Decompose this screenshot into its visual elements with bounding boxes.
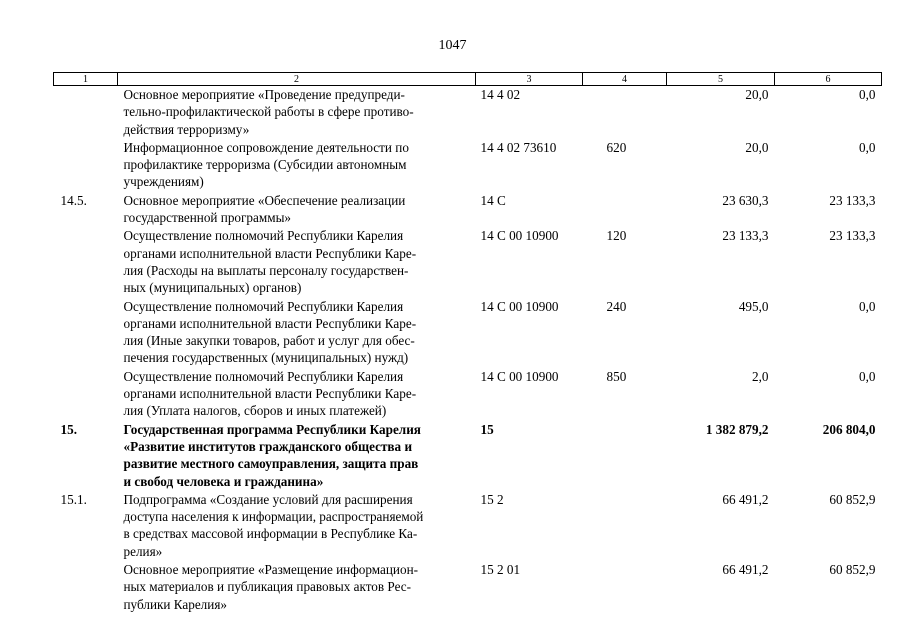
- row-name-line: ных (муниципальных) органов): [123, 280, 302, 296]
- amount-col6: 206 804,0: [822, 421, 876, 437]
- table-row: [54, 421, 882, 491]
- column-header: 3: [476, 73, 583, 86]
- row-name-line: государственной программы»: [123, 210, 292, 226]
- row-number: [54, 368, 118, 421]
- row-name: [118, 227, 476, 297]
- row-number: [54, 139, 118, 192]
- row-name-line: публики Карелия»: [123, 596, 227, 612]
- amount-col6: 23 133,3: [829, 192, 876, 208]
- row-name: [118, 491, 476, 561]
- row-name: [118, 139, 476, 192]
- column-header: 6: [775, 73, 882, 86]
- row-name-line: лия (Уплата налогов, сборов и иных платежей): [123, 403, 387, 419]
- expense-type-code: [583, 86, 667, 139]
- amount-col5: 23 133,3: [722, 228, 769, 244]
- row-name-line: Основное мероприятие «Проведение предупреди-: [123, 87, 405, 102]
- amount-col5: 20,0: [745, 87, 769, 102]
- target-article-code: 15 2 01: [480, 562, 521, 578]
- amount-col5: 495,0: [738, 298, 769, 314]
- row-name-line: ных материалов и публикация правовых актов Рес-: [123, 579, 411, 595]
- target-article-code: 14 С 00 10900: [480, 298, 559, 314]
- target-article-code: 14 4 02 73610: [480, 139, 557, 155]
- amount-col5: 1 382 879,2: [705, 421, 769, 437]
- table-body: [54, 86, 882, 614]
- row-number: 14.5.: [60, 192, 87, 208]
- row-name-line: учреждениям): [123, 174, 204, 190]
- budget-table: [53, 72, 882, 614]
- page-number: 1047: [438, 38, 467, 53]
- table-row: [54, 491, 882, 561]
- target-article-code: 14 С 00 10900: [480, 228, 559, 244]
- amount-col6: 60 852,9: [829, 491, 876, 507]
- row-name-line: органами исполнительной власти Республики Каре-: [123, 386, 417, 402]
- row-name-line: действия терроризму»: [123, 121, 250, 137]
- row-name-line: и свобод человека и гражданина»: [123, 473, 324, 489]
- row-name-line: развитие местного самоуправления, защита прав: [123, 456, 419, 472]
- row-name-line: тельно-профилактической работы в сфере противо-: [123, 104, 414, 120]
- expense-type-code: 120: [606, 228, 627, 244]
- row-name: [118, 86, 476, 139]
- column-header: 2: [118, 73, 476, 86]
- expense-type-code: [583, 192, 667, 228]
- row-name-line: лия (Иные закупки товаров, работ и услуг для обес-: [123, 333, 415, 349]
- row-name-line: в средствах массовой информации в Республике Ка-: [123, 526, 418, 542]
- expense-type-code: [583, 421, 667, 491]
- row-name-line: Государственная программа Республики Карелия: [123, 421, 421, 437]
- row-name-line: доступа населения к информации, распространяемой: [123, 509, 424, 525]
- row-number: [54, 227, 118, 297]
- table-row: [54, 368, 882, 421]
- table-row: [54, 86, 882, 139]
- row-name-line: Осуществление полномочий Республики Карелия: [123, 228, 404, 244]
- row-name-line: «Развитие институтов гражданского общества и: [123, 438, 413, 454]
- row-name-line: Подпрограмма «Создание условий для расширения: [123, 491, 413, 507]
- amount-col5: 20,0: [745, 139, 769, 155]
- row-number: [54, 298, 118, 368]
- amount-col6: 0,0: [859, 368, 876, 384]
- amount-col6: 0,0: [859, 87, 876, 102]
- row-name-line: Основное мероприятие «Размещение информацион-: [123, 562, 419, 578]
- amount-col5: 66 491,2: [722, 491, 769, 507]
- table-header-row: [54, 73, 882, 86]
- expense-type-code: 850: [606, 368, 627, 384]
- column-header: 4: [583, 73, 667, 86]
- column-header: 5: [667, 73, 775, 86]
- row-name-line: печения государственных (муниципальных) нужд): [123, 350, 409, 366]
- table-row: [54, 192, 882, 228]
- target-article-code: 14 С 00 10900: [480, 368, 559, 384]
- table-row: [54, 298, 882, 368]
- expense-type-code: 240: [606, 298, 627, 314]
- row-number: [54, 561, 118, 614]
- row-name-line: Основное мероприятие «Обеспечение реализации: [123, 192, 406, 208]
- row-name-line: органами исполнительной власти Республики Каре-: [123, 315, 417, 331]
- expense-type-code: 620: [606, 139, 627, 155]
- amount-col6: 0,0: [859, 139, 876, 155]
- row-name: [118, 421, 476, 491]
- amount-col5: 66 491,2: [722, 562, 769, 578]
- table-row: [54, 227, 882, 297]
- row-name-line: Осуществление полномочий Республики Карелия: [123, 298, 404, 314]
- row-name-line: Информационное сопровождение деятельности по: [123, 139, 409, 155]
- amount-col5: 23 630,3: [722, 192, 769, 208]
- amount-col6: 23 133,3: [829, 228, 876, 244]
- table-row: [54, 561, 882, 614]
- target-article-code: 15: [480, 421, 494, 437]
- row-name: [118, 368, 476, 421]
- target-article-code: 15 2: [480, 491, 504, 507]
- row-name-line: профилактике терроризма (Субсидии автономным: [123, 157, 407, 173]
- row-name-line: Осуществление полномочий Республики Карелия: [123, 368, 404, 384]
- column-header: 1: [54, 73, 118, 86]
- expense-type-code: [583, 561, 667, 614]
- expense-type-code: [583, 491, 667, 561]
- row-name-line: лия (Расходы на выплаты персоналу государствен-: [123, 262, 409, 278]
- amount-col6: 0,0: [859, 298, 876, 314]
- amount-col6: 60 852,9: [829, 562, 876, 578]
- row-number: [54, 86, 118, 139]
- table-row: [54, 139, 882, 192]
- target-article-code: 14 4 02: [480, 87, 521, 102]
- row-name: [118, 192, 476, 228]
- row-number: 15.1.: [60, 491, 87, 507]
- row-name-line: релия»: [123, 543, 163, 559]
- row-number: 15.: [60, 421, 77, 437]
- target-article-code: 14 С: [480, 192, 506, 208]
- row-name-line: органами исполнительной власти Республики Каре-: [123, 245, 417, 261]
- amount-col5: 2,0: [752, 368, 769, 384]
- row-name: [118, 298, 476, 368]
- row-name: [118, 561, 476, 614]
